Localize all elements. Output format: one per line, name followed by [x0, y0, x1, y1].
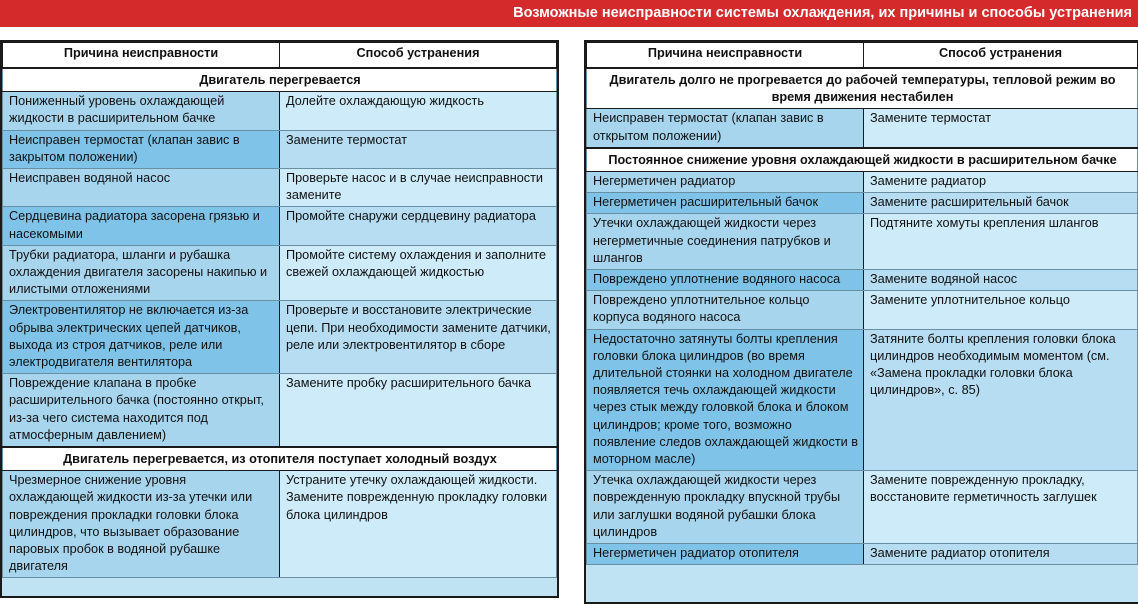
- fix-cell: Замените радиатор: [864, 172, 1138, 193]
- fix-cell: Проверьте и восстановите электрические цепи. При необходимости замените датчики, реле или электровентилятор в сборе: [280, 301, 557, 374]
- cause-cell: Недостаточно затянуты болты крепления головки блока цилиндров (во время длительной стоянки на холодном двигателе появляется течь охлаждающей жидкости через стык между головкой блока и блоком цилиндров; кроме того, возможно появление следов охлаждающей жидкости в моторном масле): [587, 329, 864, 471]
- fix-cell: Замените термостат: [864, 109, 1138, 148]
- table-row: [587, 270, 1138, 291]
- right-table-body: [587, 68, 1138, 565]
- right-table: [586, 42, 1138, 565]
- fix-cell: Замените пробку расширительного бачка: [280, 374, 557, 447]
- fix-cell: Замените радиатор отопителя: [864, 544, 1138, 565]
- fix-cell: Замените уплотнительное кольцо: [864, 291, 1138, 329]
- cause-cell: Утечки охлаждающей жидкости через негерметичные соединения патрубков и шлангов: [587, 214, 864, 270]
- fix-cell: Замените расширительный бачок: [864, 193, 1138, 214]
- left-table-panel: [0, 40, 559, 598]
- cause-column-header: Причина неисправности: [587, 43, 864, 69]
- table-row: [587, 193, 1138, 214]
- fix-cell: Замените поврежденную прокладку, восстановите герметичность заглушек: [864, 471, 1138, 544]
- right-table-panel: [584, 40, 1138, 604]
- cause-cell: Чрезмерное снижение уровня охлаждающей жидкости из-за утечки или повреждения прокладки головки блока цилиндров, что вызывает образование паровых пробок в водяной рубашке двигателя: [3, 471, 280, 578]
- fix-column-header: Способ устранения: [280, 43, 557, 69]
- left-table-body: [3, 68, 557, 578]
- cause-cell: Негерметичен радиатор: [587, 172, 864, 193]
- section-heading: Двигатель перегревается, из отопителя поступает холодный воздух: [3, 447, 557, 471]
- fix-cell: Устраните утечку охлаждающей жидкости. Замените поврежденную прокладку головки блока цилиндров: [280, 471, 557, 578]
- section-heading-row: [3, 447, 557, 471]
- cause-cell: Негерметичен радиатор отопителя: [587, 544, 864, 565]
- section-heading: Постоянное снижение уровня охлаждающей жидкости в расширительном бачке: [587, 148, 1138, 172]
- fix-cell: Промойте систему охлаждения и заполните свежей охлаждающей жидкостью: [280, 245, 557, 301]
- table-row: [587, 544, 1138, 565]
- cause-cell: Трубки радиатора, шланги и рубашка охлаждения двигателя засорены накипью и илистыми отложениями: [3, 245, 280, 301]
- table-row: [3, 130, 557, 168]
- fix-cell: Подтяните хомуты крепления шлангов: [864, 214, 1138, 270]
- table-row: [587, 471, 1138, 544]
- cause-cell: Повреждение клапана в пробке расширительного бачка (постоянно открыт, из-за чего система находится под атмосферным давлением): [3, 374, 280, 447]
- table-row: [3, 245, 557, 301]
- cause-cell: Утечка охлаждающей жидкости через поврежденную прокладку впускной трубы или заглушки водяной рубашки блока цилиндров: [587, 471, 864, 544]
- section-heading-row: [3, 68, 557, 92]
- table-row: [3, 207, 557, 245]
- cause-cell: Неисправен термостат (клапан завис в открытом положении): [587, 109, 864, 148]
- section-heading: Двигатель перегревается: [3, 68, 557, 92]
- table-row: [587, 214, 1138, 270]
- cause-cell: Неисправен водяной насос: [3, 169, 280, 207]
- table-row: [587, 329, 1138, 471]
- table-row: [587, 291, 1138, 329]
- fix-cell: Замените водяной насос: [864, 270, 1138, 291]
- cause-cell: Электровентилятор не включается из-за обрыва электрических цепей датчиков, выхода из строя датчиков, реле или электродвигателя вентилятора: [3, 301, 280, 374]
- cause-cell: Неисправен термостат (клапан завис в закрытом положении): [3, 130, 280, 168]
- table-row: [587, 172, 1138, 193]
- table-row: [3, 471, 557, 578]
- section-heading-row: [587, 68, 1138, 109]
- fix-cell: Замените термостат: [280, 130, 557, 168]
- cause-column-header: Причина неисправности: [3, 43, 280, 69]
- table-row: [3, 92, 557, 130]
- table-row: [3, 374, 557, 447]
- fix-cell: Промойте снаружи сердцевину радиатора: [280, 207, 557, 245]
- left-table: [2, 42, 557, 578]
- fix-cell: Долейте охлаждающую жидкость: [280, 92, 557, 130]
- table-row: [587, 109, 1138, 148]
- table-row: [3, 169, 557, 207]
- cause-cell: Повреждено уплотнительное кольцо корпуса водяного насоса: [587, 291, 864, 329]
- section-heading-row: [587, 148, 1138, 172]
- cause-cell: Негерметичен расширительный бачок: [587, 193, 864, 214]
- table-row: [3, 301, 557, 374]
- section-heading: Двигатель долго не прогревается до рабочей температуры, тепловой режим во время движения нестабилен: [587, 68, 1138, 109]
- fix-cell: Проверьте насос и в случае неисправности замените: [280, 169, 557, 207]
- cause-cell: Пониженный уровень охлаждающей жидкости в расширительном бачке: [3, 92, 280, 130]
- cause-cell: Сердцевина радиатора засорена грязью и насекомыми: [3, 207, 280, 245]
- fix-column-header: Способ устранения: [864, 43, 1138, 69]
- page-title: Возможные неисправности системы охлаждения, их причины и способы устранения: [0, 0, 1138, 27]
- cause-cell: Повреждено уплотнение водяного насоса: [587, 270, 864, 291]
- fix-cell: Затяните болты крепления головки блока цилиндров необходимым моментом (см. «Замена прокладки головки блока цилиндров», с. 85): [864, 329, 1138, 471]
